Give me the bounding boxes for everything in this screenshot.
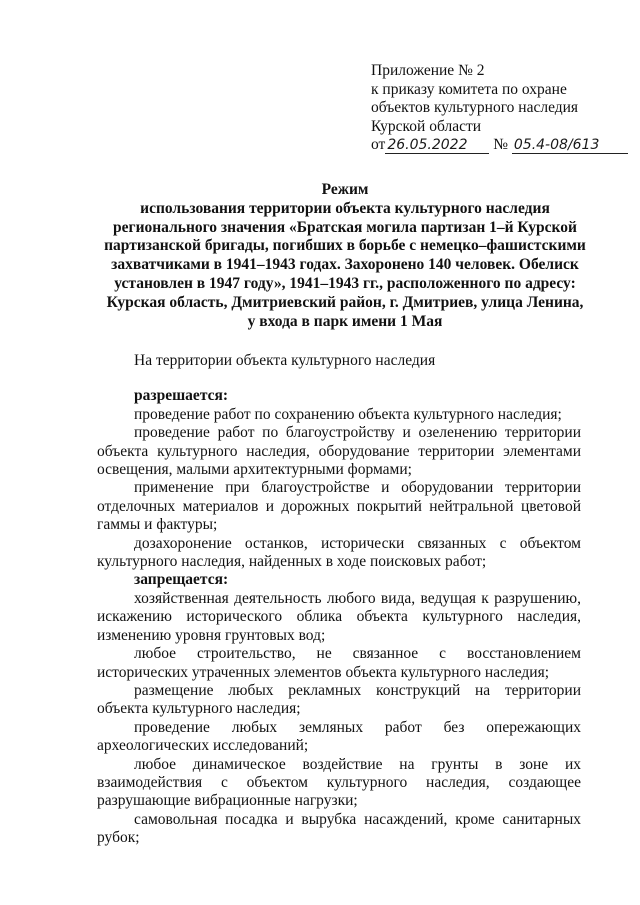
- forbidden-heading: запрещается:: [134, 571, 229, 589]
- forbidden-item: проведение любых земляных работ без опережающих археологических исследований;: [97, 718, 581, 755]
- allowed-item: дозахоронение останков, исторически связанных с объектом культурного наследия, найденных в ходе поисковых работ;: [97, 534, 581, 571]
- title-line: захватчиками в 1941–1943 годах. Захоронено 140 человек. Обелиск: [111, 256, 579, 274]
- from-label: от: [371, 136, 386, 153]
- appendix-order-ref: к приказу комитета по охране: [371, 80, 567, 98]
- forbidden-item: любое строительство, не связанное с восстановлением исторических утраченных элементов объекта культурного наследия;: [97, 645, 581, 681]
- appendix-header: [371, 62, 631, 155]
- allowed-item: проведение работ по сохранению объекта культурного наследия;: [134, 405, 562, 423]
- document-title: [90, 181, 600, 331]
- forbidden-item: размещение любых рекламных конструкций на территории объекта культурного наследия;: [97, 681, 581, 718]
- appendix-region: Курской области: [371, 117, 482, 135]
- title-line: у входа в парк имени 1 Мая: [247, 312, 443, 330]
- title-line: Курская область, Дмитриевский район, г. Дмитриев, улица Ленина,: [106, 293, 584, 311]
- document-body: [97, 352, 581, 848]
- forbidden-item: любое динамическое воздействие на грунты в зоне их взаимодействия с объектом культурного наследия, создающее разрушающие вибрационные нагрузки;: [97, 755, 581, 810]
- handwritten-date: 26.05.2022: [385, 138, 489, 154]
- appendix-committee: объектов культурного наследия: [371, 99, 579, 116]
- appendix-date-number-line: [371, 136, 631, 155]
- allowed-item: применение при благоустройстве и оборудовании территории отделочных материалов и дорожных покрытий нейтральной цветовой гаммы и фактуры;: [97, 479, 581, 534]
- handwritten-number: 05.4-08/613: [512, 138, 628, 154]
- forbidden-item: самовольная посадка и вырубка насаждений, кроме санитарных рубок;: [97, 810, 581, 847]
- forbidden-item: хозяйственная деятельность любого вида, ведущая к разрушению, искажению исторического облика объекта культурного наследия, изменению уровня грунтовых вод;: [97, 589, 581, 644]
- title-line: использования территории объекта культурного наследия: [140, 199, 550, 217]
- title-line: партизанской бригады, погибших в борьбе с немецко–фашистскими: [104, 237, 586, 255]
- title-line: установлен в 1947 году», 1941–1943 гг., расположенного по адресу:: [114, 274, 576, 292]
- title-heading: Режим: [321, 181, 369, 198]
- body-intro: На территории объекта культурного наследия: [134, 352, 436, 369]
- number-label: №: [493, 136, 508, 153]
- title-line: регионального значения «Братская могила партизан 1–й Курской: [113, 218, 577, 236]
- appendix-number: Приложение № 2: [371, 62, 485, 79]
- allowed-item: проведение работ по благоустройству и озеленению территории объекта культурного наследия, оборудование территории элементами освещения, малыми архитектурными формами;: [97, 424, 581, 479]
- allowed-heading: разрешается:: [134, 387, 229, 405]
